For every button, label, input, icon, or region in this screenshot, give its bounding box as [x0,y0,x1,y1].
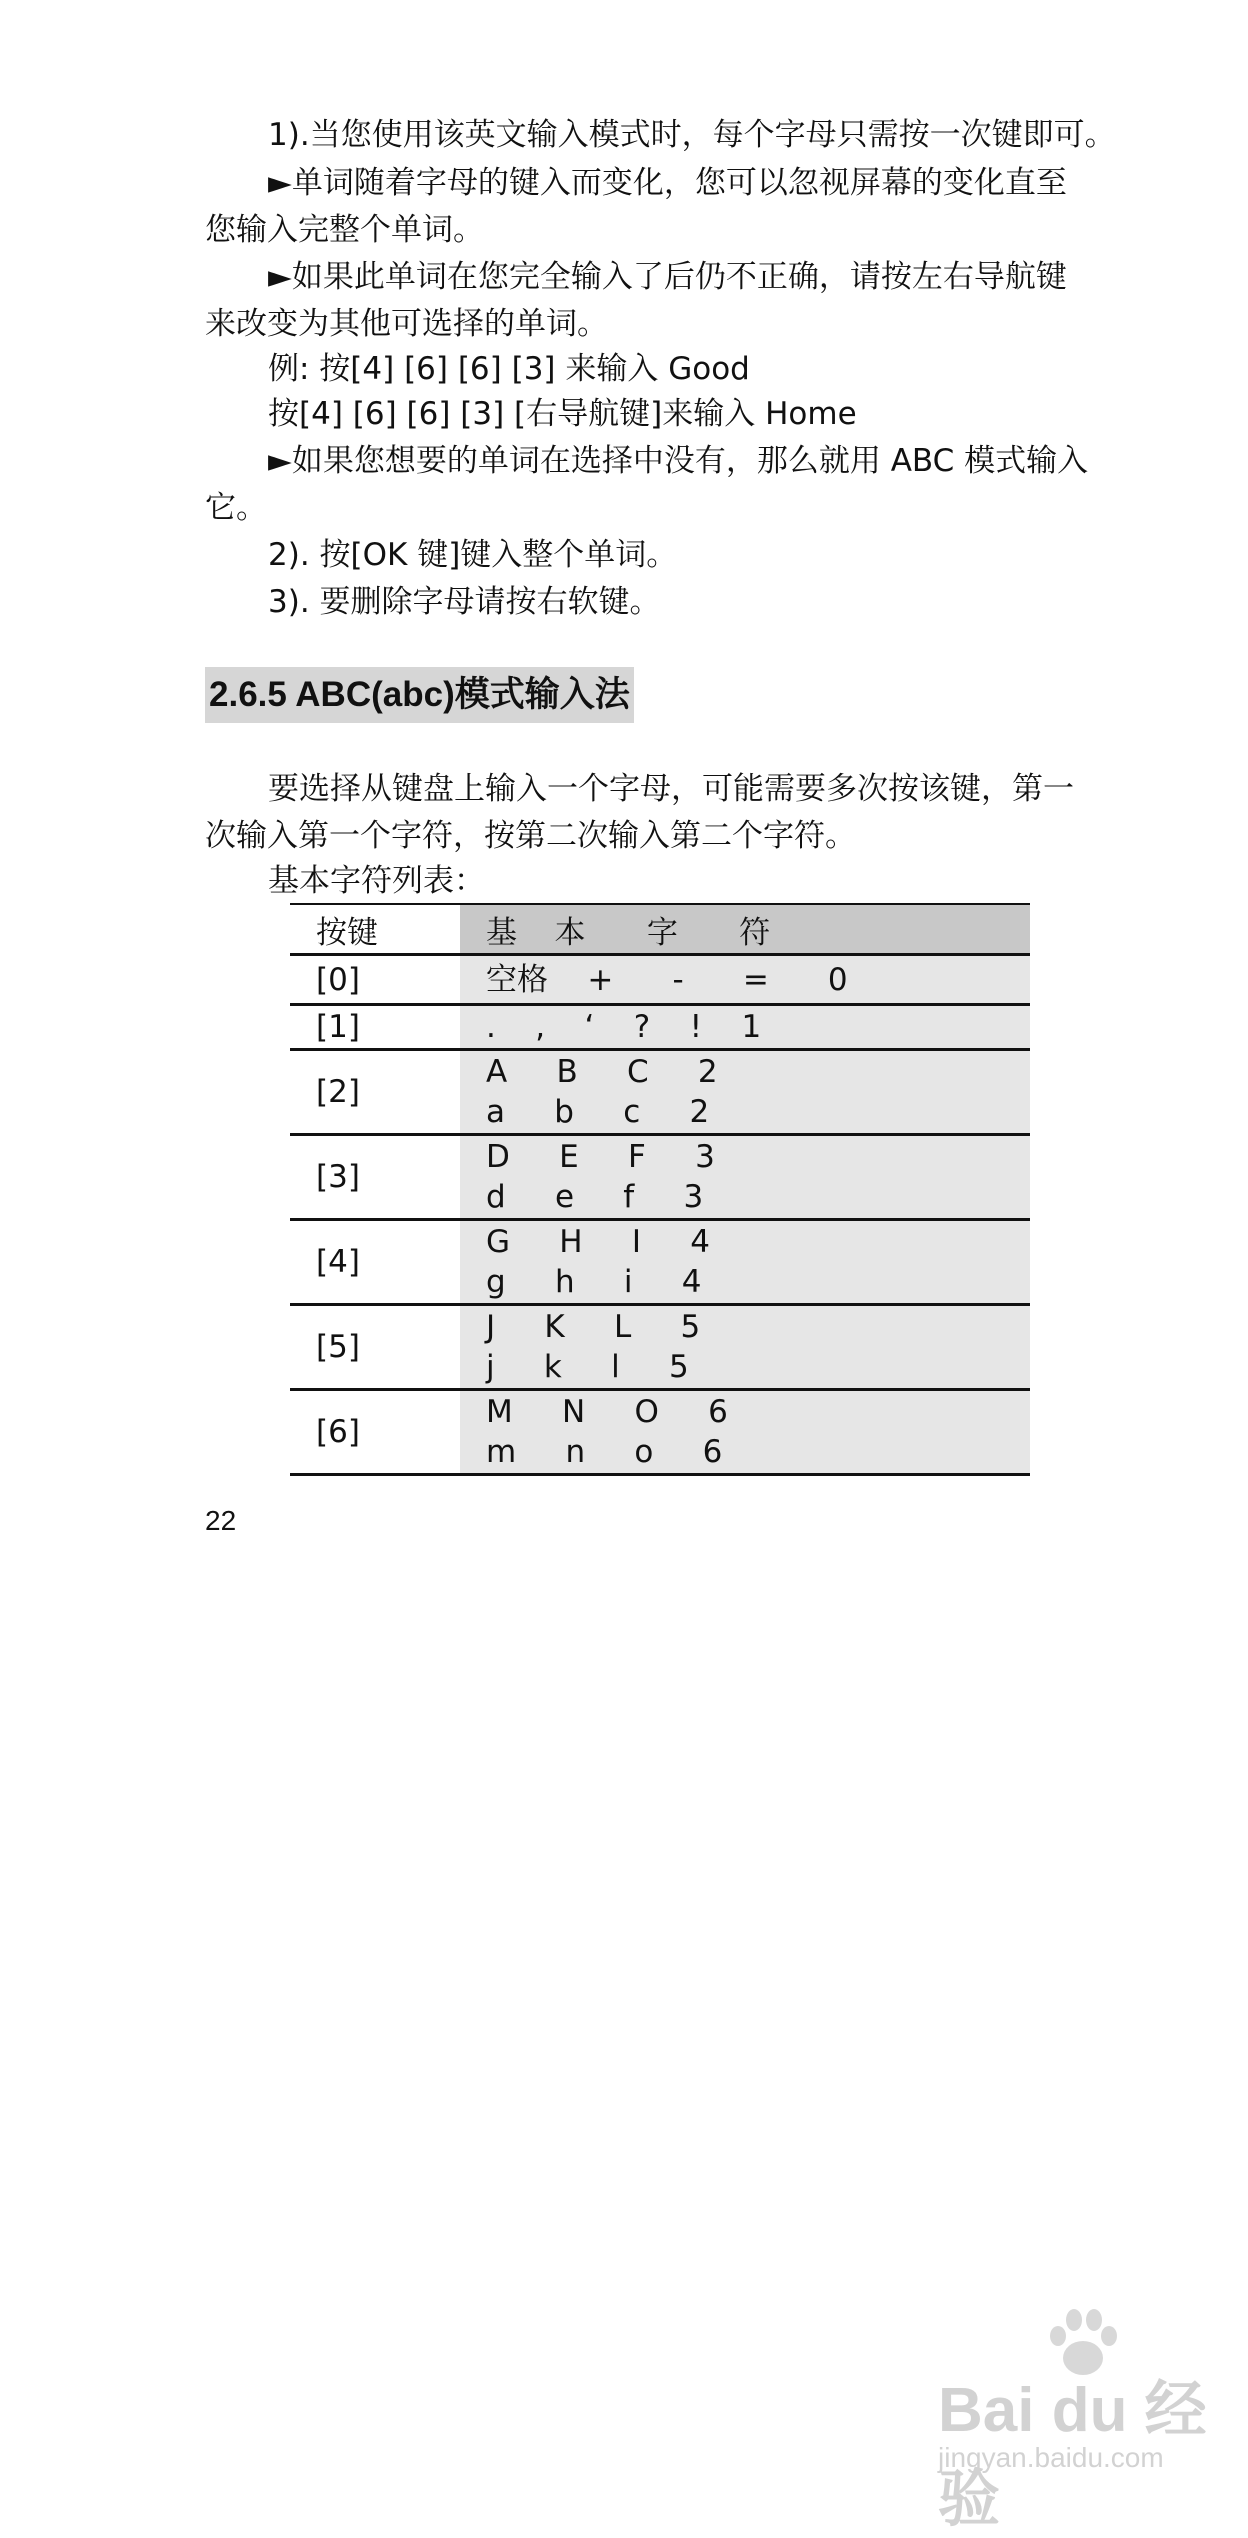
header-value-cell: 基 本 字 符 [460,905,1030,953]
intro-line-1: 1).当您使用该英文输入模式时，每个字母只需按一次键即可。 [268,117,1116,153]
watermark [878,2300,1208,2534]
page-number: 22 [205,1505,237,1536]
table-row [290,1006,1030,1051]
section-para-1: 要选择从键盘上输入一个字母，可能需要多次按该键，第一 [268,771,1074,807]
table-row [290,956,1030,1006]
section-heading: 2.6.5 ABC(abc)模式输入法 [205,667,634,723]
table-header-row [290,903,1030,956]
example-line-2: 按[4] [6] [6] [3] [右导航键]来输入 Home [268,396,857,432]
key-cell: [5] [316,1329,360,1365]
value-line: d e f 3 [486,1179,704,1215]
value-line: . , ‘ ? ! 1 [486,1009,762,1045]
key-cell: [2] [316,1074,360,1110]
table-row [290,1221,1030,1306]
table-row [290,1051,1030,1136]
intro-line-4: ►如果此单词在您完全输入了后仍不正确，请按左右导航键 [268,259,1067,295]
step-2: 2). 按[OK 键]键入整个单词。 [268,537,678,573]
step-3: 3). 要删除字母请按右软键。 [268,584,661,620]
key-cell: [6] [316,1414,360,1450]
intro-line-8: ►如果您想要的单词在选择中没有，那么就用 ABC 模式输入 [268,443,1089,479]
key-cell: [0] [316,961,360,998]
value-line: D E F 3 [486,1139,715,1175]
watermark-url: jingyan.baidu.com [938,2442,1164,2473]
value-line: A B C 2 [486,1054,718,1090]
intro-line-3: 您输入完整个单词。 [205,212,484,248]
value-line: G H I 4 [486,1224,711,1260]
table-row [290,1391,1030,1476]
key-cell: [1] [316,1009,360,1045]
key-cell: [4] [316,1244,360,1280]
character-table [290,903,1030,1476]
value-line: m n o 6 [486,1434,723,1470]
value-line: M N O 6 [486,1394,728,1430]
intro-line-5: 来改变为其他可选择的单词。 [205,306,608,342]
example-line-1: 例: 按[4] [6] [6] [3] 来输入 Good [268,351,750,387]
intro-line-2: ►单词随着字母的键入而变化，您可以忽视屏幕的变化直至 [268,165,1067,201]
value-cell [460,1306,1030,1388]
value-cell [460,956,1030,1003]
value-cell [460,1136,1030,1218]
key-cell: [3] [316,1159,360,1195]
value-line: a b c 2 [486,1094,710,1130]
value-line: J K L 5 [486,1309,701,1345]
value-cell [460,1006,1030,1048]
header-key-cell: 按键 [316,914,378,951]
table-row [290,1306,1030,1391]
value-line: g h i 4 [486,1264,702,1300]
value-cell [460,1391,1030,1473]
value-cell [460,1221,1030,1303]
intro-line-9: 它。 [205,490,267,526]
table-row [290,1136,1030,1221]
value-line: 空格 + - = 0 [486,961,848,998]
value-cell [460,1051,1030,1133]
watermark-brand: Bai du 经验 [938,2376,1207,2534]
table-caption: 基本字符列表： [268,863,485,899]
section-para-2: 次输入第一个字符，按第二次输入第二个字符。 [205,818,856,854]
value-line: j k l 5 [486,1349,689,1385]
